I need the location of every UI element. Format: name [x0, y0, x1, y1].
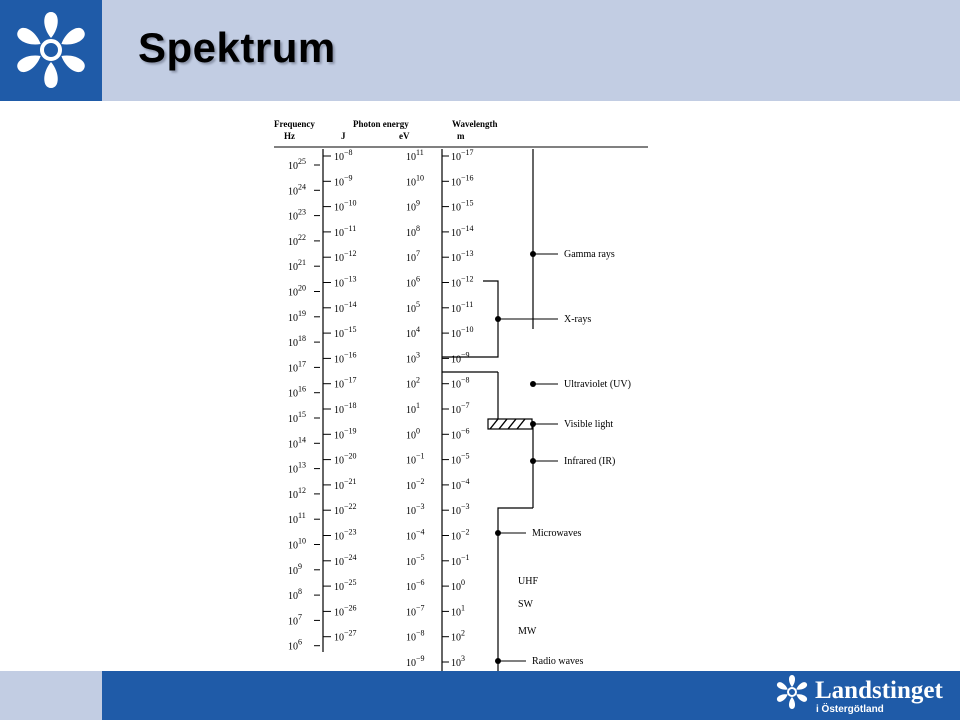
wavelength-tick-label: $10^3$: [451, 654, 465, 669]
ev-tick-label: $10^{-6}$: [406, 578, 425, 594]
wavelength-tick-label: $10^1$: [451, 603, 465, 619]
wavelength-tick-label: $10^{-16}$: [451, 173, 474, 189]
wavelength-tick-label: $10^{-7}$: [451, 401, 470, 416]
logo-petal: [44, 12, 58, 38]
frequency-tick-label: $10^{14}$: [288, 435, 306, 451]
ev-tick-label: $10^3$: [406, 350, 420, 366]
snowflake-flower-icon: [773, 673, 811, 717]
ev-tick-label: $10^{-3}$: [406, 502, 425, 518]
joule-tick-label: $10^{-23}$: [334, 527, 357, 543]
header-frequency-unit: Hz: [284, 131, 295, 141]
frequency-tick-label: $10^{25}$: [288, 157, 306, 172]
frequency-tick-label: $10^{15}$: [288, 410, 306, 425]
joule-tick-label: $10^{-17}$: [334, 375, 357, 391]
band-label-microwaves: Microwaves: [532, 528, 582, 539]
joule-tick-label: $10^{-8}$: [334, 148, 353, 163]
logo-petal: [789, 675, 795, 687]
joule-tick-label: $10^{-18}$: [334, 401, 357, 416]
ev-tick-label: $10^7$: [406, 249, 420, 265]
joule-tick-label: $10^{-24}$: [334, 552, 357, 568]
wavelength-tick-label: $10^{-8}$: [451, 375, 470, 391]
frequency-tick-label: $10^{11}$: [288, 511, 306, 527]
joule-tick-label: $10^{-13}$: [334, 274, 357, 290]
wavelength-tick-label: $10^{-12}$: [451, 274, 474, 290]
wavelength-tick-label: $10^{-14}$: [451, 223, 474, 239]
ev-tick-label: $10^9$: [406, 198, 420, 214]
ev-tick-label: $10^0$: [406, 426, 420, 442]
frequency-tick-label: $10^{21}$: [288, 258, 306, 274]
header-frequency: Frequency: [274, 119, 315, 129]
frequency-tick-label: $10^{12}$: [288, 485, 306, 501]
frequency-tick-label: $10^{20}$: [288, 283, 306, 299]
band-radio: [495, 656, 583, 667]
band-uv: [530, 379, 631, 390]
wavelength-tick-label: $10^{-13}$: [451, 249, 474, 265]
ev-tick-label: $10^8$: [406, 223, 420, 239]
frequency-tick-label: $10^{17}$: [288, 359, 306, 375]
joule-tick-label: $10^{-9}$: [334, 173, 353, 189]
frequency-tick-label: $10^{23}$: [288, 207, 306, 223]
joule-tick-label: $10^{-26}$: [334, 603, 357, 619]
spectrum-chart-svg: [248, 104, 653, 671]
band-label-gamma: Gamma rays: [564, 249, 615, 260]
frequency-tick-label: $10^{24}$: [288, 182, 306, 198]
band-xray: [495, 314, 591, 325]
frequency-tick-label: $10^{16}$: [288, 384, 306, 400]
joule-tick-label: $10^{-27}$: [334, 628, 357, 644]
wavelength-tick-label: $10^{-17}$: [451, 148, 474, 163]
band-marker: [495, 530, 501, 536]
header-wavelength: Wavelength: [452, 119, 498, 129]
joule-tick-label: $10^{-12}$: [334, 249, 357, 265]
frequency-tick-label: $10^{19}$: [288, 308, 306, 324]
logo-petal: [776, 692, 789, 703]
ev-tick-label: $10^4$: [406, 325, 420, 341]
band-visible: [530, 419, 613, 430]
band-marker: [495, 658, 501, 664]
page-title: Spektrum: [138, 24, 336, 71]
band-marker: [530, 458, 536, 464]
band-label-xray: X-rays: [564, 314, 592, 325]
header-ev-unit: eV: [399, 131, 410, 141]
wavelength-tick-label: $10^{-5}$: [451, 451, 470, 467]
band-label-mw: MW: [518, 626, 537, 637]
ev-tick-label: $10^{-8}$: [406, 628, 425, 644]
joule-tick-label: $10^{-10}$: [334, 198, 357, 214]
joule-tick-label: $10^{-16}$: [334, 350, 357, 366]
logo-petal: [795, 692, 808, 703]
logo-petal: [15, 25, 44, 50]
ev-tick-label: $10^{-5}$: [406, 552, 425, 568]
joule-tick-label: $10^{-11}$: [334, 223, 357, 239]
frequency-tick-label: $10^6$: [288, 637, 302, 653]
band-gamma: [530, 249, 615, 260]
joule-tick-label: $10^{-15}$: [334, 325, 357, 341]
band-marker: [530, 251, 536, 257]
wavelength-tick-label: $10^{-6}$: [451, 426, 470, 442]
band-label-radio: Radio waves: [532, 656, 584, 667]
ev-tick-label: $10^{-9}$: [406, 654, 425, 669]
band-label-uv: Ultraviolet (UV): [564, 379, 631, 390]
joule-tick-label: $10^{-14}$: [334, 299, 357, 315]
band-marker: [530, 381, 536, 387]
ev-tick-label: $10^6$: [406, 274, 420, 290]
microwave-bracket: [498, 508, 533, 671]
band-microwave: [495, 528, 582, 539]
logo-petal: [15, 50, 44, 75]
band-label-visible: Visible light: [564, 419, 614, 430]
frequency-tick-label: $10^7$: [288, 612, 302, 628]
band-label-ir: Infrared (IR): [564, 456, 616, 467]
wavelength-tick-label: $10^{-2}$: [451, 527, 470, 543]
wavelength-tick-label: $10^{-1}$: [451, 552, 470, 568]
logo-petal: [795, 681, 808, 692]
ev-tick-label: $10^2$: [406, 375, 420, 391]
wavelength-tick-label: $10^{-3}$: [451, 502, 470, 518]
footer-organization-name: Landstinget: [815, 677, 943, 704]
logo-petal: [776, 681, 789, 692]
xray-bracket: [442, 281, 498, 357]
ev-tick-label: $10^{-7}$: [406, 603, 425, 619]
logo-petal: [58, 50, 87, 75]
band-label-uhf: UHF: [518, 576, 539, 587]
joule-tick-label: $10^{-21}$: [334, 476, 357, 492]
band-label-sw: SW: [518, 599, 533, 610]
frequency-tick-label: $10^{10}$: [288, 536, 306, 552]
joule-tick-label: $10^{-20}$: [334, 451, 357, 467]
joule-tick-label: $10^{-19}$: [334, 426, 357, 442]
header-wavelength-unit: m: [457, 131, 465, 141]
band-marker: [530, 421, 536, 427]
snowflake-flower-icon: [9, 8, 93, 92]
logo-petal: [789, 697, 795, 709]
scale-group: [288, 148, 474, 669]
band-marker: [495, 316, 501, 322]
footer-left-block: [0, 671, 102, 720]
frequency-tick-label: $10^{13}$: [288, 460, 306, 476]
wavelength-tick-label: $10^{-4}$: [451, 476, 470, 492]
wavelength-tick-label: $10^{-15}$: [451, 198, 474, 214]
frequency-tick-label: $10^9$: [288, 561, 302, 577]
ev-tick-label: $10^{11}$: [406, 148, 424, 163]
wavelength-tick-label: $10^{-10}$: [451, 325, 474, 341]
frequency-tick-label: $10^{18}$: [288, 334, 306, 350]
frequency-tick-label: $10^8$: [288, 587, 302, 603]
logo-petal: [44, 62, 58, 88]
logo-petal: [58, 25, 87, 50]
wavelength-tick-label: $10^{-11}$: [451, 299, 474, 315]
wavelength-tick-label: $10^2$: [451, 628, 465, 644]
ev-tick-label: $10^{-4}$: [406, 527, 425, 543]
ev-tick-label: $10^{-2}$: [406, 476, 425, 492]
header-photon-energy: Photon energy: [353, 119, 409, 129]
spectrum-diagram: [248, 104, 653, 671]
ev-tick-label: $10^1$: [406, 401, 420, 416]
band-ir: [530, 456, 615, 467]
ev-tick-label: $10^{10}$: [406, 173, 424, 189]
joule-tick-label: $10^{-22}$: [334, 502, 357, 518]
ev-tick-label: $10^5$: [406, 299, 420, 315]
frequency-tick-label: $10^{22}$: [288, 232, 306, 248]
logo-box: [0, 0, 102, 101]
footer-region-name: i Östergötland: [816, 704, 884, 715]
wavelength-tick-label: $10^0$: [451, 578, 465, 594]
wavelength-tick-label: $10^{-9}$: [451, 350, 470, 366]
joule-tick-label: $10^{-25}$: [334, 578, 357, 594]
ev-tick-label: $10^{-1}$: [406, 451, 425, 467]
header-joule-unit: J: [341, 131, 346, 141]
